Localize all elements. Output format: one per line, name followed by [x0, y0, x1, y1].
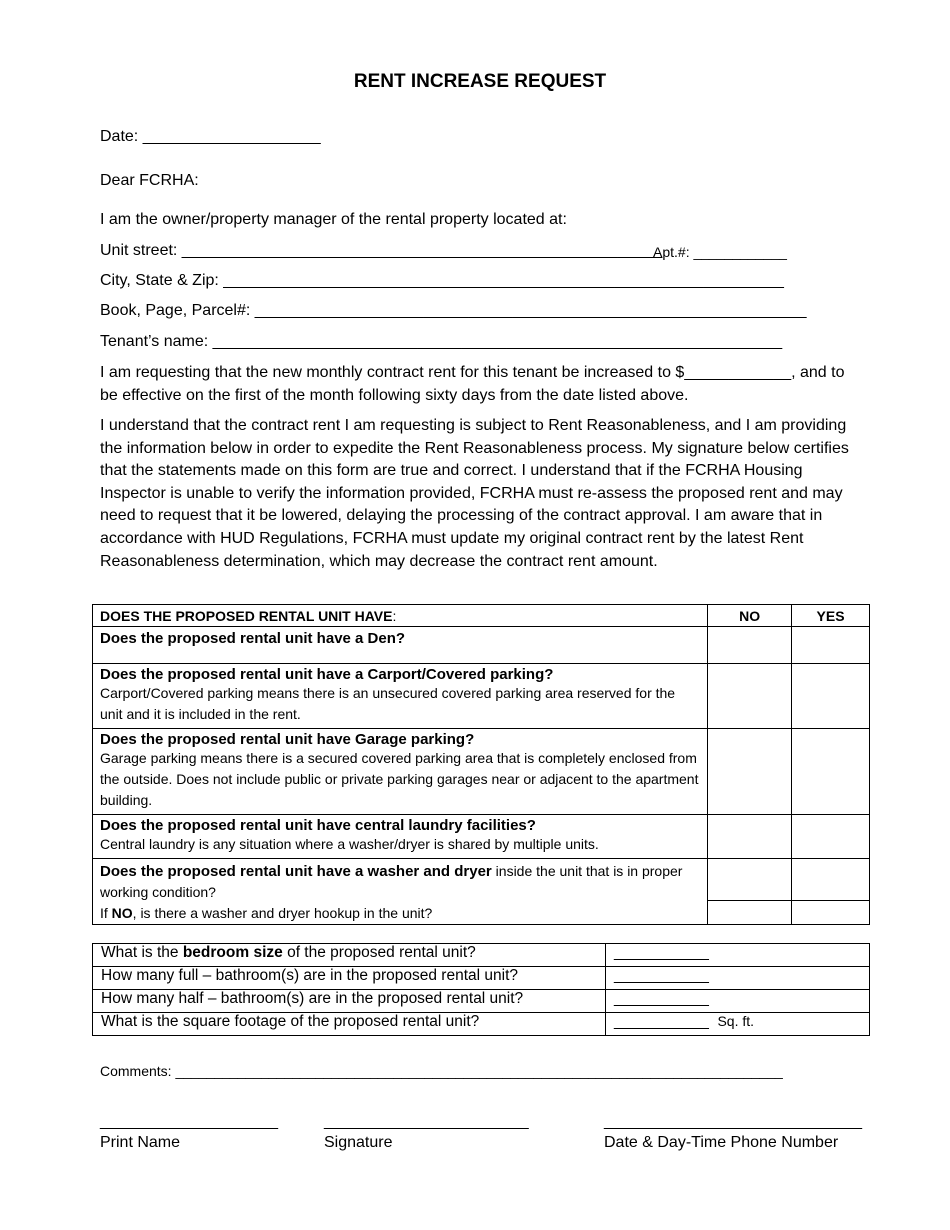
laundry-no-checkbox[interactable] [708, 815, 792, 859]
half-bath-row [93, 990, 870, 1013]
signature-label: Signature [324, 1134, 393, 1151]
square-footage-row [93, 1013, 870, 1036]
unit-street-field[interactable]: Unit street: ______________________________________________________ [100, 242, 663, 259]
date-phone-label: Date & Day-Time Phone Number [604, 1134, 839, 1151]
unit-size-table [92, 943, 870, 1036]
full-bath-input[interactable]: ___________ [606, 967, 870, 990]
den-no-checkbox[interactable] [708, 627, 792, 664]
print-name-label: Print Name [100, 1134, 181, 1151]
page-title: RENT INCREASE REQUEST [353, 71, 607, 92]
washer-question: Does the proposed rental unit have a washer and dryer inside the unit that is in proper working condition? [100, 863, 683, 900]
city-state-zip-field[interactable]: City, State & Zip: _______________________________________________________________ [100, 272, 784, 289]
hookup-question: If NO, is there a washer and dryer hookup in the unit? [100, 905, 433, 921]
comments-field[interactable]: Comments: ______________________________________________________________________________ [100, 1063, 783, 1079]
square-footage-question: What is the square footage of the proposed rental unit? [93, 1013, 606, 1036]
den-question: Does the proposed rental unit have a Den? [100, 630, 406, 647]
yes-column-header: YES [792, 605, 870, 627]
bedroom-size-row [93, 944, 870, 967]
laundry-yes-checkbox[interactable] [792, 815, 870, 859]
laundry-detail: Central laundry is any situation where a washer/dryer is shared by multiple units. [100, 836, 599, 852]
book-page-parcel-field[interactable]: Book, Page, Parcel#: ______________________________________________________________ [100, 302, 807, 319]
carport-row [93, 664, 870, 729]
washer-no-checkbox[interactable] [708, 859, 791, 901]
garage-question: Does the proposed rental unit have Garage parking? [100, 731, 475, 748]
signature-line[interactable]: _______________________ [324, 1113, 529, 1130]
full-bath-row [93, 967, 870, 990]
carport-detail: Carport/Covered parking means there is an unsecured covered parking area reserved for the unit and it is included in the rent. [100, 685, 676, 722]
laundry-question: Does the proposed rental unit have central laundry facilities? [100, 817, 536, 834]
amenities-header: DOES THE PROPOSED RENTAL UNIT HAVE: [93, 605, 708, 627]
amenities-table [92, 604, 870, 925]
hookup-no-checkbox[interactable] [708, 901, 791, 923]
apt-field[interactable]: Apt.#: ____________ [653, 244, 787, 260]
carport-question: Does the proposed rental unit have a Carport/Covered parking? [100, 666, 554, 683]
hookup-yes-checkbox[interactable] [792, 901, 869, 923]
den-row [93, 627, 870, 664]
half-bath-question: How many half – bathroom(s) are in the proposed rental unit? [93, 990, 606, 1013]
request-paragraph: I am requesting that the new monthly contract rent for this tenant be increased to $____________, and to be effective on the first of the month following sixty days from the date listed above. [100, 364, 845, 404]
no-column-header: NO [708, 605, 792, 627]
amenities-header-row [93, 605, 870, 627]
bedroom-size-question: What is the bedroom size of the proposed rental unit? [93, 944, 606, 967]
garage-row [93, 729, 870, 815]
washer-row [93, 859, 870, 925]
laundry-row [93, 815, 870, 859]
understand-paragraph: I understand that the contract rent I am requesting is subject to Rent Reasonableness, and I am providing the information below in order to expedite the Rent Reasonableness process. My signature below certifies that the statements made on this form are true and correct. I understand that if the FCRHA Housing Inspector is unable to verify the information provided, FCRHA must re-assess the proposed rent and may need to request that it be lowered, delaying the processing of the contract approval. I am aware that in accordance with HUD Regulations, FCRHA must update my original contract rent by the latest Rent Reasonableness determination, which may decrease the contract rent amount. [100, 417, 849, 570]
half-bath-input[interactable]: ___________ [606, 990, 870, 1013]
date-phone-line[interactable]: _____________________________ [604, 1113, 863, 1130]
garage-detail: Garage parking means there is a secured covered parking area that is completely enclosed from the outside. Does not include public or private parking garages near or adjacent to the apartment building. [100, 750, 699, 808]
washer-yes-checkbox[interactable] [792, 859, 869, 901]
den-yes-checkbox[interactable] [792, 627, 870, 664]
intro-text: I am the owner/property manager of the rental property located at: [100, 211, 567, 228]
carport-no-checkbox[interactable] [708, 664, 792, 729]
garage-yes-checkbox[interactable] [792, 729, 870, 815]
garage-no-checkbox[interactable] [708, 729, 792, 815]
date-field[interactable]: Date: ____________________ [100, 128, 321, 145]
salutation: Dear FCRHA: [100, 172, 199, 189]
carport-yes-checkbox[interactable] [792, 664, 870, 729]
print-name-line[interactable]: ____________________ [100, 1113, 278, 1130]
tenant-name-field[interactable]: Tenant’s name: ________________________________________________________________ [100, 333, 783, 350]
bedroom-size-input[interactable]: ___________ [606, 944, 870, 967]
square-footage-input[interactable]: ___________ Sq. ft. [606, 1013, 870, 1036]
full-bath-question: How many full – bathroom(s) are in the proposed rental unit? [93, 967, 606, 990]
